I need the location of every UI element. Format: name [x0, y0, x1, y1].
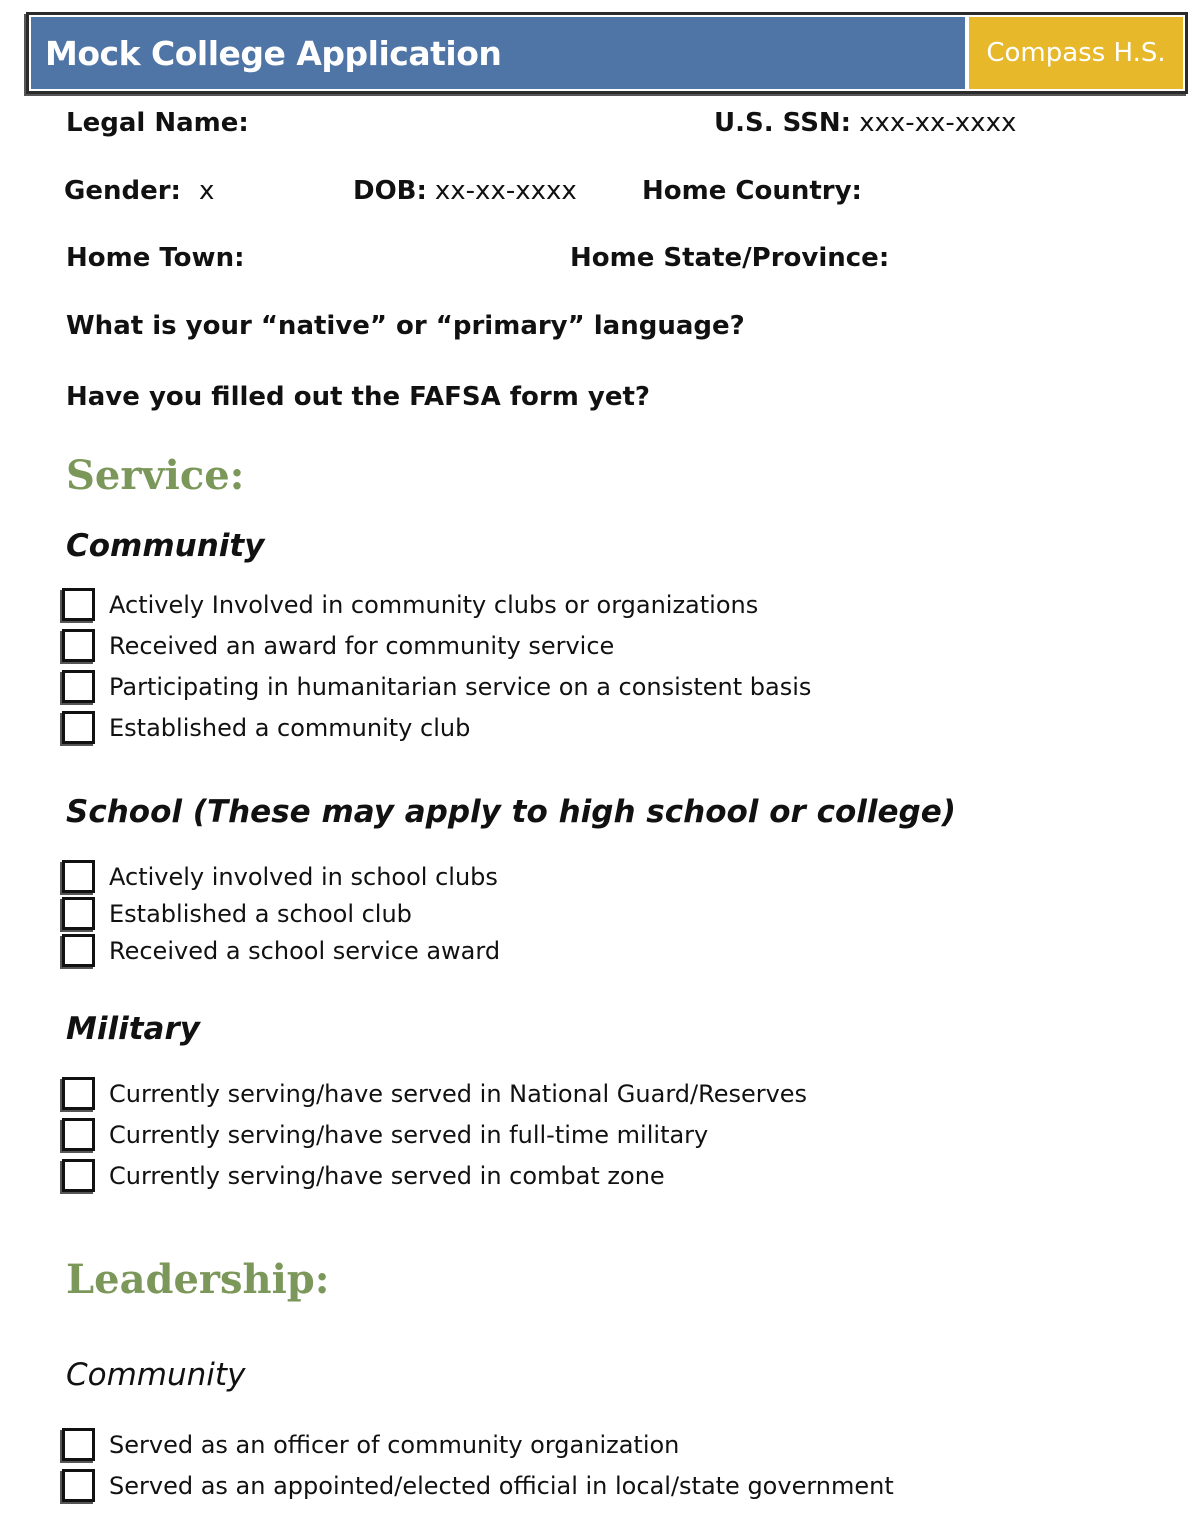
language-question — [66, 311, 745, 341]
service-section-title: Service: — [66, 452, 245, 499]
checklist-item — [62, 932, 500, 969]
header-school-box — [967, 15, 1185, 91]
service-school-title: School (These may apply to high school or college) — [66, 794, 956, 830]
gender-label: Gender: — [64, 176, 181, 206]
ssn-value: xxx-xx-xxxx — [859, 108, 1017, 138]
form-title: Mock College Application — [45, 33, 502, 73]
checklist-item — [62, 1155, 807, 1196]
checkbox-label: Served as an appointed/elected official in local/state government — [109, 1471, 894, 1500]
gender-field — [64, 176, 214, 206]
checkbox[interactable] — [62, 1159, 95, 1192]
checkbox-label: Currently serving/have served in full-time military — [109, 1120, 709, 1149]
dob-field — [353, 176, 577, 206]
checkbox-label: Actively involved in school clubs — [109, 862, 498, 891]
checklist-item — [62, 1114, 807, 1155]
gender-value: x — [198, 176, 215, 206]
checkbox[interactable] — [62, 897, 95, 930]
header-title-box — [29, 15, 967, 91]
service-community-title: Community — [66, 528, 265, 564]
leadership-community-checklist — [62, 1424, 894, 1506]
checkbox[interactable] — [62, 1469, 95, 1502]
legal-name-label: Legal Name: — [66, 108, 249, 138]
home-country-label: Home Country: — [642, 176, 862, 206]
ssn-label: U.S. SSN: — [714, 108, 852, 138]
checkbox[interactable] — [62, 934, 95, 967]
language-question-text: What is your “native” or “primary” language? — [66, 311, 745, 341]
checklist-item — [62, 625, 811, 666]
checkbox-label: Participating in humanitarian service on a consistent basis — [109, 672, 812, 701]
leadership-community-title: Community — [66, 1357, 246, 1393]
checkbox[interactable] — [62, 629, 95, 662]
home-town-label: Home Town: — [66, 243, 245, 273]
home-state-field — [570, 243, 889, 273]
checkbox[interactable] — [62, 670, 95, 703]
checklist-item — [62, 707, 811, 748]
checklist-item — [62, 895, 500, 932]
ssn-field — [714, 108, 1016, 138]
service-community-checklist — [62, 584, 811, 748]
checklist-item — [62, 666, 811, 707]
checklist-item — [62, 858, 500, 895]
checkbox[interactable] — [62, 1118, 95, 1151]
checkbox-label: Established a school club — [109, 899, 412, 928]
checkbox[interactable] — [62, 711, 95, 744]
dob-value: xx-xx-xxxx — [434, 176, 577, 206]
checkbox-label: Served as an officer of community organization — [109, 1430, 680, 1459]
checkbox[interactable] — [62, 1428, 95, 1461]
dob-label: DOB: — [353, 176, 427, 206]
fafsa-question — [66, 382, 650, 412]
fafsa-question-text: Have you filled out the FAFSA form yet? — [66, 382, 650, 412]
checklist-item — [62, 1465, 894, 1506]
checkbox[interactable] — [62, 588, 95, 621]
home-state-label: Home State/Province: — [570, 243, 890, 273]
checklist-item — [62, 1424, 894, 1465]
home-town-field — [66, 243, 244, 273]
checklist-item — [62, 1073, 807, 1114]
checkbox[interactable] — [62, 1077, 95, 1110]
checkbox-label: Received an award for community service — [109, 631, 615, 660]
leadership-section-title: Leadership: — [66, 1256, 330, 1303]
checkbox-label: Actively Involved in community clubs or organizations — [109, 590, 759, 619]
service-military-checklist — [62, 1073, 807, 1196]
checklist-item — [62, 584, 811, 625]
service-military-title: Military — [66, 1011, 200, 1047]
home-country-field — [642, 176, 862, 206]
legal-name-field — [66, 108, 249, 138]
school-name: Compass H.S. — [986, 38, 1166, 68]
service-school-checklist — [62, 858, 500, 969]
checkbox-label: Currently serving/have served in combat zone — [109, 1161, 665, 1190]
checkbox-label: Established a community club — [109, 713, 471, 742]
checkbox-label: Received a school service award — [109, 936, 501, 965]
checkbox[interactable] — [62, 860, 95, 893]
checkbox-label: Currently serving/have served in National Guard/Reserves — [109, 1079, 808, 1108]
form-header — [26, 12, 1188, 94]
